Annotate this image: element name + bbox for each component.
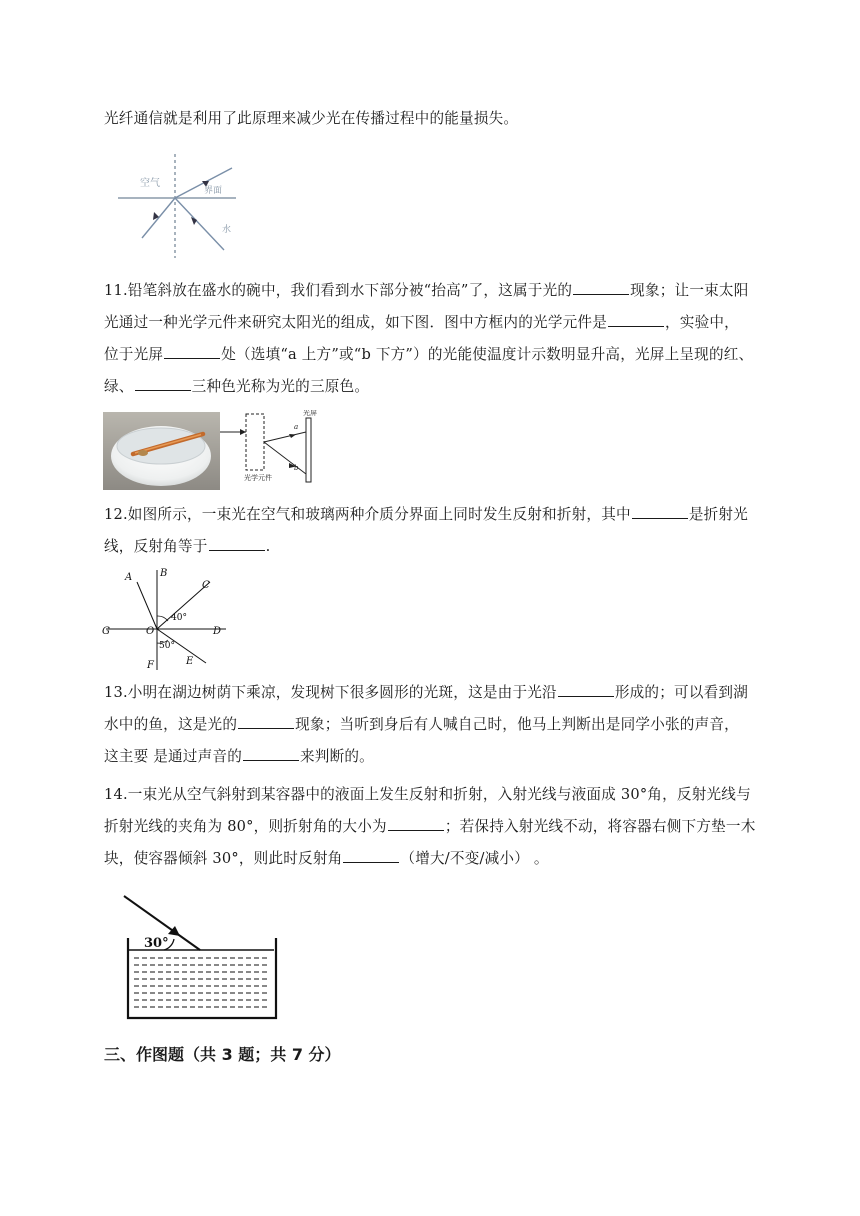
q13-line2b: 现象；当听到身后有人喊自己时，他马上判断出是同学小张的声音，	[295, 716, 739, 733]
dispersion-diagram	[218, 410, 328, 492]
svg-text:E: E	[186, 656, 194, 667]
q11-line2a: 光通过一种光学元件来研究太阳光的组成，如下图．图中方框内的光学元件是	[104, 314, 607, 331]
q13-line3b: 来判断的。	[299, 748, 374, 765]
svg-text:O: O	[146, 626, 155, 637]
q11-line4b: 三种色光称为光的三原色。	[191, 378, 370, 395]
question-14	[104, 779, 764, 875]
q11-line4a: 绿、	[104, 378, 134, 395]
q14-line3a: 块，使容器倾斜 30°，则此时反射角	[104, 850, 343, 867]
label-interface: 界面	[204, 186, 223, 196]
liquid-container-diagram	[118, 890, 286, 1024]
answer-blank[interactable]	[164, 357, 220, 359]
answer-blank[interactable]	[343, 861, 399, 863]
answer-blank[interactable]	[608, 325, 664, 327]
label-air: 空气	[140, 178, 160, 189]
liquid-hatch	[134, 958, 270, 1007]
q11-line3a: 位于光屏	[104, 346, 164, 363]
q12-line1b: 是折射光	[688, 506, 748, 523]
svg-text:40°: 40°	[171, 613, 187, 623]
q11-line1b: 现象；让一束太阳	[630, 282, 749, 299]
svg-text:A: A	[125, 572, 133, 583]
answer-blank[interactable]	[243, 759, 299, 761]
question-11	[104, 275, 764, 403]
svg-text:B: B	[160, 568, 168, 579]
q12-line2a: 线，反射角等于	[104, 538, 208, 555]
answer-blank[interactable]	[135, 389, 191, 391]
section-heading: 三、作图题（共 3 题；共 7 分）	[104, 1045, 341, 1064]
q12-line1a: 12.如图所示，一束光在空气和玻璃两种介质分界面上同时发生反射和折射，其中	[104, 506, 631, 523]
q12-line2b: .	[265, 538, 271, 555]
intro-text: 光纤通信就是利用了此原理来减少光在传播过程中的能量损失。	[104, 110, 519, 127]
q13-line2a: 水中的鱼，这是光的	[104, 716, 238, 733]
q14-line2a: 折射光线的夹角为 80°，则折射角的大小为	[104, 818, 387, 835]
answer-blank[interactable]	[388, 829, 444, 831]
q11-line2b: ，实验中，	[665, 314, 739, 331]
q13-line3a: 这主要 是通过声音的	[104, 748, 242, 765]
svg-text:30°: 30°	[144, 936, 169, 951]
svg-text:D: D	[213, 626, 222, 637]
svg-text:F: F	[147, 660, 154, 671]
q14-line1: 14.一束光从空气斜射到某容器中的液面上发生反射和折射，入射光线与液面成 30°角，反射光线与	[104, 786, 751, 803]
q11-line3b: 处（选填“a 上方”或“b 下方”）的光能使温度计示数明显升高，光屏上呈现的红、	[221, 346, 754, 363]
optical-element-box	[246, 414, 264, 470]
svg-text:b: b	[294, 464, 299, 472]
svg-text:a: a	[294, 423, 299, 431]
screen	[306, 418, 311, 482]
q13-line1b: 形成的；可以看到湖	[614, 684, 748, 701]
pencil-bowl-photo	[103, 412, 220, 490]
svg-text:50°: 50°	[159, 641, 175, 651]
answer-blank[interactable]	[632, 517, 688, 519]
svg-text:C: C	[202, 580, 210, 591]
question-12	[104, 499, 764, 563]
q14-line2b: ；若保持入射光线不动，将容器右侧下方垫一木	[444, 818, 756, 835]
answer-blank[interactable]	[558, 695, 614, 697]
answer-blank[interactable]	[209, 549, 265, 551]
reflection-refraction-diagram	[102, 566, 234, 674]
question-13	[104, 677, 764, 773]
q13-line1a: 13.小明在湖边树荫下乘凉，发现树下很多圆形的光斑，这是由于光沿	[104, 684, 557, 701]
svg-text:光屏: 光屏	[303, 410, 317, 417]
svg-text:光学元件: 光学元件	[244, 474, 272, 482]
q14-line3b: （增大/不变/减小） 。	[400, 850, 549, 867]
refraction-figure-q10	[112, 150, 242, 262]
label-water: 水	[222, 225, 232, 235]
answer-blank[interactable]	[238, 727, 294, 729]
svg-text:G: G	[102, 626, 110, 637]
answer-blank[interactable]	[573, 293, 629, 295]
q11-line1a: 11.铅笔斜放在盛水的碗中，我们看到水下部分被“抬高”了，这属于光的	[104, 282, 573, 299]
